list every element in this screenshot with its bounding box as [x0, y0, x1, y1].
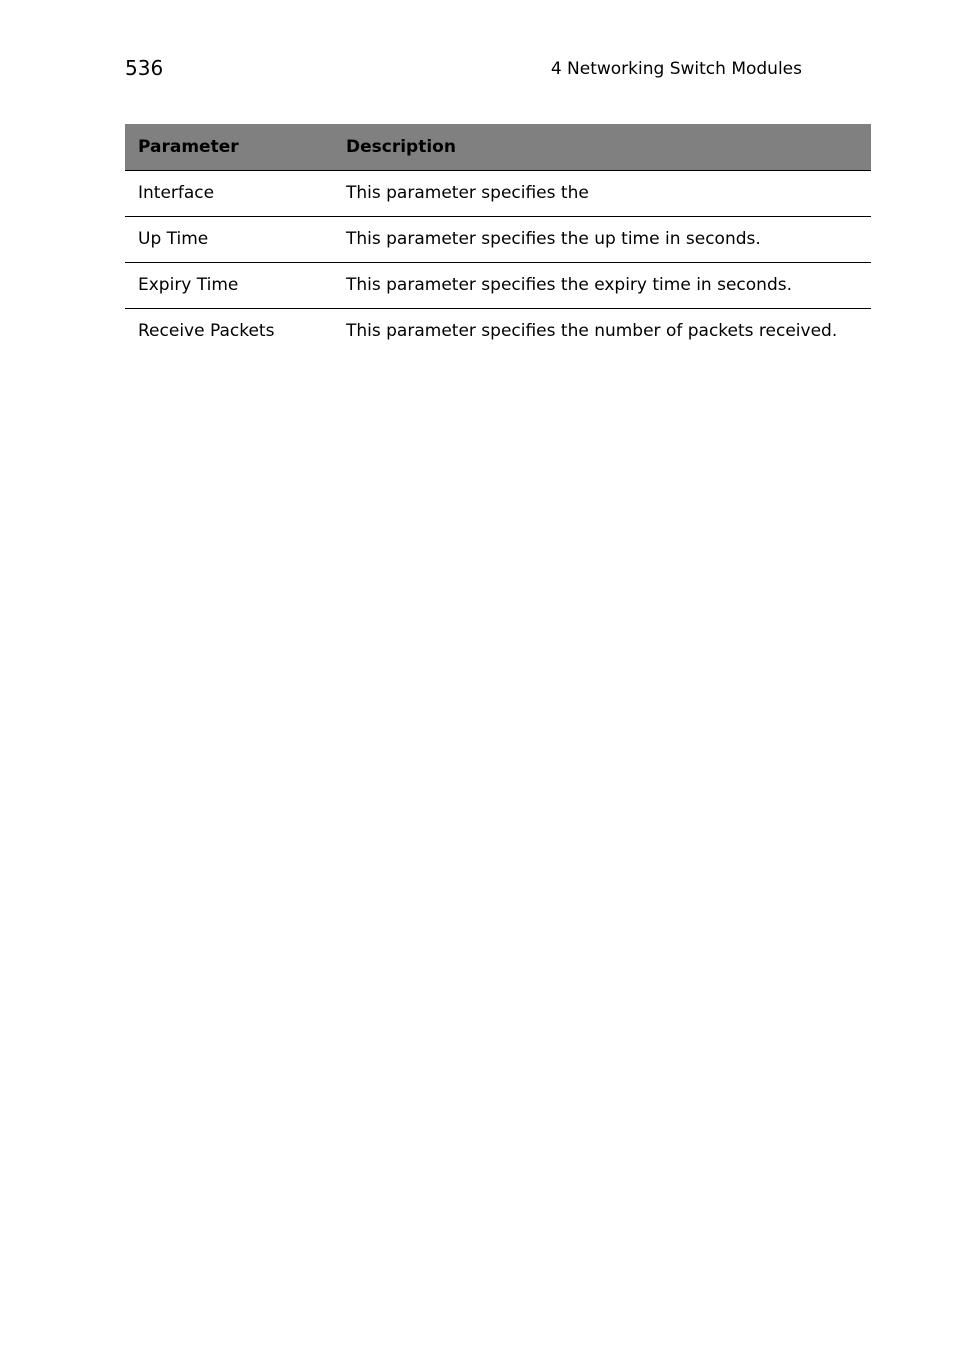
description-cell: This parameter specifies the expiry time in seconds. [333, 262, 871, 308]
parameter-cell: Up Time [125, 216, 333, 262]
parameter-table [125, 124, 871, 354]
description-cell: This parameter specifies the number of packets received. [346, 321, 838, 342]
parameter-cell: Expiry Time [125, 262, 333, 308]
table-header-row [125, 124, 871, 170]
column-header-parameter: Parameter [125, 124, 333, 170]
chapter-title: 4 Networking Switch Modules [550, 59, 802, 79]
parameter-cell: Interface [125, 170, 333, 216]
page-header [125, 54, 802, 82]
parameter-cell: Receive Packets [138, 321, 275, 342]
table-row [125, 262, 871, 308]
table-row [125, 216, 871, 262]
description-cell: This parameter specifies the [333, 170, 871, 216]
table-row [125, 170, 871, 216]
description-cell: This parameter specifies the up time in seconds. [333, 216, 871, 262]
table-row [125, 308, 871, 354]
column-header-description: Description [333, 124, 871, 170]
page-number: 536 [125, 56, 164, 80]
